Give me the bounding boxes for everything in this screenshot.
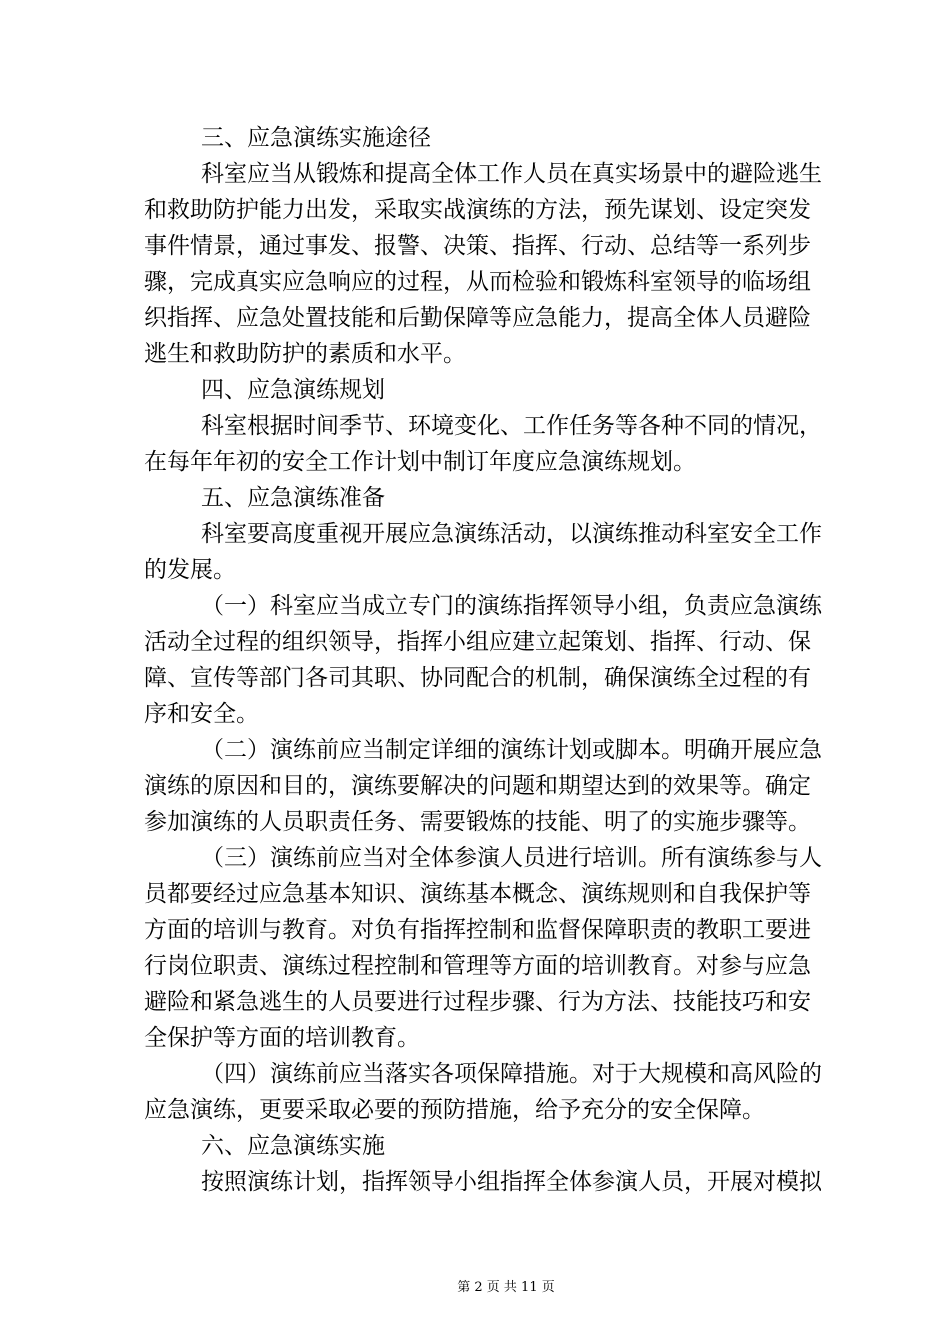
paragraph-line: 障、宣传等部门各司其职、协同配合的机制，确保演练全过程的有	[144, 665, 811, 691]
paragraph-line: 全保护等方面的培训教育。	[144, 1025, 420, 1051]
paragraph-line: 科室应当从锻炼和提高全体工作人员在真实场景中的避险逃生	[201, 161, 822, 187]
paragraph-line: 避险和紧急逃生的人员要进行过程步骤、行为方法、技能技巧和安	[144, 989, 811, 1015]
heading-section-6: 六、应急演练实施	[201, 1133, 385, 1159]
paragraph-line: 序和安全。	[144, 701, 259, 727]
paragraph-line: 员都要经过应急基本知识、演练基本概念、演练规则和自我保护等	[144, 881, 811, 907]
paragraph-line: （三）演练前应当对全体参演人员进行培训。所有演练参与人	[201, 845, 822, 871]
paragraph-line: （二）演练前应当制定详细的演练计划或脚本。明确开展应急	[201, 737, 822, 763]
heading-section-5: 五、应急演练准备	[201, 485, 385, 511]
paragraph-line: 逃生和救助防护的素质和水平。	[144, 341, 466, 367]
paragraph-line: 科室要高度重视开展应急演练活动，以演练推动科室安全工作	[201, 521, 822, 547]
heading-section-3: 三、应急演练实施途径	[201, 125, 431, 151]
paragraph-line: 参加演练的人员职责任务、需要锻炼的技能、明了的实施步骤等。	[144, 809, 811, 835]
paragraph-line: 的发展。	[144, 557, 236, 583]
paragraph-line: 活动全过程的组织领导，指挥小组应建立起策划、指挥、行动、保	[144, 629, 811, 655]
paragraph-line: （四）演练前应当落实各项保障措施。对于大规模和高风险的	[201, 1061, 822, 1087]
paragraph-line: 演练的原因和目的，演练要解决的问题和期望达到的效果等。确定	[144, 773, 811, 799]
paragraph-line: 方面的培训与教育。对负有指挥控制和监督保障职责的教职工要进	[144, 917, 811, 943]
paragraph-line: 行岗位职责、演练过程控制和管理等方面的培训教育。对参与应急	[144, 953, 811, 979]
paragraph-line: 骤，完成真实应急响应的过程，从而检验和锻炼科室领导的临场组	[144, 269, 811, 295]
paragraph-line: 科室根据时间季节、环境变化、工作任务等各种不同的情况，	[201, 413, 822, 439]
paragraph-line: 事件情景，通过事发、报警、决策、指挥、行动、总结等一系列步	[144, 233, 811, 259]
paragraph-line: 和救助防护能力出发，采取实战演练的方法，预先谋划、设定突发	[144, 197, 811, 223]
paragraph-line: （一）科室应当成立专门的演练指挥领导小组，负责应急演练	[201, 593, 822, 619]
paragraph-line: 在每年年初的安全工作计划中制订年度应急演练规划。	[144, 449, 696, 475]
paragraph-line: 应急演练，更要采取必要的预防措施，给予充分的安全保障。	[144, 1097, 765, 1123]
page-number-footer: 第 2 页 共 11 页	[457, 1280, 555, 1295]
paragraph-line: 按照演练计划，指挥领导小组指挥全体参演人员，开展对模拟	[201, 1169, 822, 1195]
paragraph-line: 织指挥、应急处置技能和后勤保障等应急能力，提高全体人员避险	[144, 305, 811, 331]
heading-section-4: 四、应急演练规划	[201, 377, 385, 403]
